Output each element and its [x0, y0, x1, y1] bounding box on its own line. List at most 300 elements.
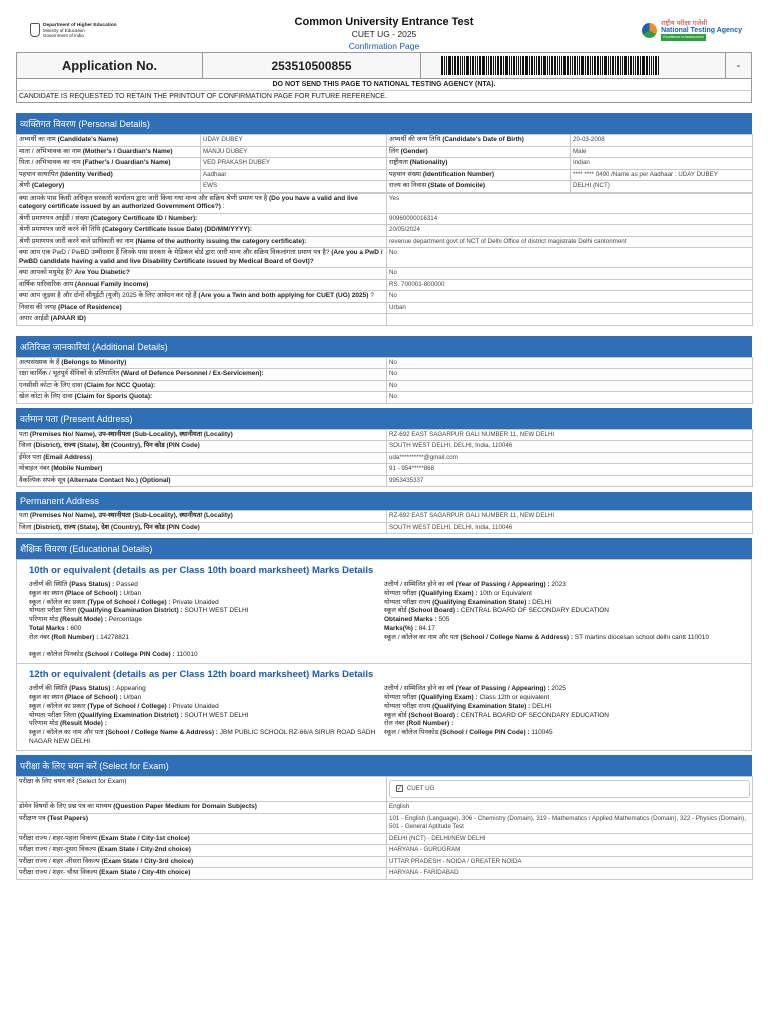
field-value: No — [387, 392, 753, 404]
barcode-bar — [497, 56, 499, 75]
field-label-en: (APAAR ID) — [50, 315, 86, 322]
field-label-en: (Mother's / Guardian's Name) — [82, 147, 173, 155]
field-value: No — [387, 369, 753, 381]
dept-line1: Department of Higher Education — [43, 23, 117, 28]
table-row — [17, 380, 753, 392]
edu-field — [384, 590, 739, 599]
personal-details-extra-table — [16, 193, 753, 326]
field-label-hi: क्या आप एक PwD / PwBD उम्मीदवार हैं जिनके पास सरकार के मेडिकल बोर्ड द्वारा जारी मान्य और सक्रिय विकलांगता प्रमाण पत्र है? — [19, 249, 330, 256]
edu-label-en: (Qualifying Examination District) : — [77, 711, 183, 719]
class12-title: 12th or equivalent (details as per Class 12th board marksheet) Marks Details — [29, 669, 374, 681]
edu-label-en: (Year of Passing / Appearing) : — [455, 685, 550, 693]
field-label-en: (Exam State / City-2nd choice) — [97, 846, 191, 854]
edu-value: Class 12th or equivalent — [479, 693, 550, 701]
field-value: MANJU DUBEY — [201, 146, 387, 158]
edu-label-en: (Qualifying Exam) : — [418, 589, 478, 597]
barcode-icon — [441, 56, 660, 75]
field-label-en: (District), राज्य (State), देश (Country), पिन कोड (PIN Code) — [33, 442, 200, 449]
edu-label-en: (Roll Number) : — [406, 720, 454, 728]
field-label-hi: परीक्षा राज्य / शहर -तीसरा विकल्प — [19, 857, 100, 865]
barcode-bar — [486, 56, 487, 75]
field-label-en: (State of Domicile) — [427, 182, 485, 189]
barcode-bar — [653, 56, 654, 75]
edu-field — [384, 729, 739, 738]
edu-label-en: (Type of School / College) : — [87, 598, 171, 606]
edu-label-hi: योग्यता परीक्षा — [384, 589, 417, 597]
field-label-hi: परीक्षा राज्य / शहर-पहला विकल्प — [19, 834, 97, 842]
field-value: UTTAR PRADESH - NOIDA / GREATER NOIDA — [387, 856, 753, 868]
field-label-hi: पता — [19, 430, 29, 438]
barcode-bar — [466, 56, 469, 75]
section-present-address — [16, 408, 752, 429]
barcode-bar — [646, 56, 648, 75]
table-row — [17, 429, 753, 441]
field-value: No — [387, 248, 753, 268]
table-row — [17, 135, 753, 147]
table-row — [17, 452, 753, 464]
barcode-bar — [610, 56, 611, 75]
barcode-cell — [421, 53, 725, 78]
field-label-en: (Question Paper Medium for Domain Subjects) — [113, 803, 257, 811]
barcode-bar — [587, 56, 589, 75]
table-row — [17, 181, 753, 193]
field-label-en: (Candidate's Date of Birth) — [442, 136, 524, 143]
barcode-bar — [513, 56, 515, 75]
table-row — [17, 845, 753, 857]
field-value: English — [387, 802, 753, 814]
barcode-bar — [655, 56, 657, 75]
field-value: SOUTH WEST DELHI, DELHI, India, 110046 — [387, 522, 753, 534]
barcode-bar — [534, 56, 535, 75]
field-label-en: (Father's / Guardian's Name) — [82, 159, 171, 166]
table-row — [17, 856, 753, 868]
field-value: **** **** 0490 /Name as per Aadhaar : UDAY DUBEY — [571, 169, 753, 181]
edu-value: 110010 — [176, 651, 198, 659]
edu-field — [384, 581, 739, 590]
field-value: SOUTH WEST DELHI, DELHI, India, 110046 — [387, 441, 753, 453]
edu-value: Private Unaided — [172, 702, 219, 710]
notice-retain-printout: CANDIDATE IS REQUESTED TO RETAIN THE PRINTOUT OF CONFIRMATION PAGE FOR FUTURE REFERENCE. — [16, 91, 752, 103]
field-value: DELHI (NCT) — [571, 181, 753, 193]
edu-field — [29, 729, 384, 747]
barcode-bar — [444, 56, 445, 75]
edu-field — [29, 581, 384, 590]
field-label-en: (Place of Residence) — [58, 303, 122, 311]
field-label-hi: श्रेणी प्रमाणपत्र आईडी / संख्या — [19, 214, 89, 222]
edu-label-hi: स्कूल / कॉलेज का नाम और पता — [29, 729, 104, 737]
field-value: VED PRAKASH DUBEY — [201, 158, 387, 170]
notice-do-not-send: DO NOT SEND THIS PAGE TO NATIONAL TESTING AGENCY (NTA). — [16, 79, 752, 91]
barcode-bar — [464, 56, 465, 75]
edu-field — [29, 651, 384, 660]
field-label-hi: अपार आईडी — [19, 315, 49, 322]
barcode-bar — [624, 56, 627, 75]
barcode-bar — [460, 56, 461, 75]
edu-value: DELHI — [532, 702, 552, 710]
edu-label-hi: उत्तीर्ण / सम्मिलित होने का वर्ष — [384, 581, 454, 588]
application-number-row — [16, 52, 752, 79]
page-subtitle: CUET UG - 2025 — [351, 29, 417, 39]
table-row — [17, 279, 753, 291]
barcode-bar — [500, 56, 502, 75]
table-row — [17, 464, 753, 476]
barcode-bar — [604, 56, 607, 75]
barcode-bar — [446, 56, 447, 75]
field-label-en: (Name of the authority issuing the category certificate): — [135, 237, 307, 245]
barcode-bar — [441, 56, 443, 75]
application-label: Application No. — [17, 53, 203, 78]
edu-label-en: (School / College PIN Code) : — [85, 651, 175, 659]
edu-label-hi: रोल नंबर — [384, 720, 405, 728]
barcode-bar — [518, 56, 519, 75]
field-label-en: (Belongs to Minority) — [61, 358, 127, 366]
barcode-bar — [516, 56, 517, 75]
edu-label-en: (Qualifying Examination District) : — [77, 607, 183, 615]
barcode-bar — [637, 56, 639, 75]
edu-field — [384, 703, 739, 712]
edu-label-hi: उत्तीर्ण / सम्मिलित होने का वर्ष — [384, 685, 454, 693]
section-heading-english: (Present Address) — [60, 413, 133, 424]
edu-label-en: (Roll Number) : — [51, 633, 99, 641]
field-label-en: (Exam State / City-1st choice) — [98, 834, 190, 842]
edu-value: 10th or Equivalent — [479, 589, 532, 597]
table-row — [17, 248, 753, 268]
barcode-bar — [602, 56, 603, 75]
nta-checkmark-icon — [642, 23, 657, 38]
barcode-bar — [482, 56, 485, 75]
table-row — [17, 776, 753, 802]
edu-label-hi: उत्तीर्ण की स्थिति — [29, 581, 68, 588]
field-label-hi: श्रेणी — [19, 182, 30, 189]
edu-field — [384, 685, 739, 694]
section-heading-hindi: व्यक्तिगत विवरण — [20, 119, 76, 129]
barcode-bar — [551, 56, 553, 75]
field-value: Urban — [387, 302, 753, 314]
table-row — [17, 813, 753, 833]
edu-label-hi: स्कूल का स्थान — [29, 693, 64, 701]
edu-value: SOUTH WEST DELHI — [184, 607, 249, 615]
table-row — [17, 441, 753, 453]
barcode-bar — [457, 56, 459, 75]
edu-field — [29, 625, 384, 634]
table-row — [17, 868, 753, 880]
page-header — [16, 0, 752, 52]
edu-label-en: (Result Mode) : — [59, 616, 107, 624]
field-label-hi: श्रेणी प्रमाणपत्र जारी करने वाले प्राधिकारी का नाम — [19, 237, 134, 245]
barcode-bar — [543, 56, 546, 75]
field-label-en: (Gender) — [400, 147, 428, 155]
table-row — [17, 357, 753, 369]
barcode-bar — [503, 56, 504, 75]
table-row — [17, 511, 753, 523]
table-row — [17, 302, 753, 314]
section-heading-hindi: परीक्षा के लिए चयन करें — [20, 760, 97, 771]
edu-field — [29, 616, 384, 625]
edu-label-hi: स्कूल बोर्ड — [384, 711, 407, 719]
barcode-bar — [633, 56, 634, 75]
field-value: 90960000016314 — [387, 213, 753, 225]
field-label-en: (Do you have a valid and live category certificate issued by an authorized Government Office?) — [19, 194, 358, 210]
edu-label-hi: स्कूल / कॉलेज का प्रकार — [29, 702, 86, 710]
table-row — [17, 392, 753, 404]
additional-details-table — [16, 357, 753, 404]
field-label-en: (Annual Family Income) — [74, 280, 149, 288]
edu-label-hi: स्कूल बोर्ड — [384, 607, 407, 615]
edu-label-en: (Place of School) : — [64, 693, 122, 701]
barcode-bar — [561, 56, 562, 75]
field-label-en: (Ward of Defence Personnel / Ex-Servicemen): — [120, 370, 264, 377]
edu-label-en: (Pass Status) : — [69, 685, 115, 693]
barcode-bar — [490, 56, 492, 75]
edu-value: 2023 — [551, 581, 566, 588]
field-label-en: (Alternate Contact No.) (Optional) — [67, 476, 171, 484]
edu-value: Passed — [116, 581, 138, 588]
barcode-bar — [462, 56, 463, 75]
field-value: No — [387, 268, 753, 280]
class12-details — [16, 664, 752, 751]
barcode-bar — [520, 56, 521, 75]
table-row — [17, 193, 753, 213]
table-row — [17, 802, 753, 814]
field-value: DELHI (NCT) - DELHI/NEW DELHI — [387, 833, 753, 845]
edu-label-en: (Type of School / College) : — [87, 702, 171, 710]
barcode-bar — [493, 56, 494, 75]
barcode-bar — [577, 56, 578, 75]
field-value: revenue department govt of NCT of Delhi Office of district magistrate Delhi cantonment — [387, 236, 753, 248]
field-label-hi: अभ्यर्थी का नाम — [19, 136, 56, 143]
field-value: EWS — [201, 181, 387, 193]
field-label-hi: पहचान संख्या — [389, 170, 422, 178]
field-value: Aadhaar — [201, 169, 387, 181]
section-educational-details — [16, 538, 752, 559]
barcode-bar — [574, 56, 576, 75]
field-label-en: (Premises No/ Name), उप-स्थानीयता (Sub-Locality), स्थानीयता (Locality) — [29, 430, 233, 438]
field-value: HARYANA - FARIDABAD — [387, 868, 753, 880]
edu-label-hi: योग्यता परीक्षा जिला — [29, 711, 77, 719]
page-title: Common University Entrance Test — [294, 16, 474, 28]
field-label-en: (District), राज्य (State), देश (Country), पिन कोड (PIN Code) — [33, 523, 200, 531]
edu-label-hi: रोल नंबर — [29, 633, 50, 641]
field-value: 91 - 954*****868 — [387, 464, 753, 476]
field-label-en: (Identification Number) — [422, 170, 494, 178]
barcode-bar — [557, 56, 558, 75]
barcode-bar — [531, 56, 533, 75]
barcode-bar — [452, 56, 453, 75]
barcode-bar — [612, 56, 614, 75]
edu-value: DELHI — [532, 598, 552, 606]
field-label-hi: श्रेणी प्रमाणपत्र जारी करने की तिथि — [19, 226, 101, 233]
edu-label-en: (Place of School) : — [64, 589, 122, 597]
edu-field — [384, 634, 739, 643]
barcode-bar — [658, 56, 659, 75]
field-label-en: (Claim for Sports Quota): — [74, 393, 153, 400]
section-heading-english: (Select for Exam) — [99, 760, 169, 771]
selected-exam-value: CUET UG — [406, 784, 435, 792]
edu-label-en: (Qualifying Examination State) : — [432, 702, 531, 710]
section-heading-hindi: वर्तमान पता — [20, 413, 58, 424]
edu-field — [384, 616, 739, 625]
field-label-en: (Claim for NCC Quota): — [84, 381, 156, 389]
field-label-hi: राष्ट्रीयता — [389, 159, 408, 166]
field-label-hi: क्या आपको मधुमेह है? — [19, 269, 73, 276]
barcode-bar — [448, 56, 451, 75]
edu-label-en: (Year of Passing / Appearing) : — [455, 581, 550, 588]
field-label-en: (Premises No/ Name), उप-स्थानीयता (Sub-Locality), स्थानीयता (Locality) — [29, 512, 233, 519]
dept-line3: Government of India — [43, 33, 84, 38]
field-label-en: (Identity Verified) — [60, 170, 113, 178]
field-label-en: (Exam State / City-4th choice) — [98, 869, 191, 877]
barcode-bar — [597, 56, 599, 75]
table-row — [17, 522, 753, 534]
field-label-hi: क्या आप जुड़वा है और दोनों सीयूईटी (यूजी) 2025 के लिए आवेदन कर रहे हैं — [19, 292, 197, 299]
barcode-bar — [630, 56, 632, 75]
field-value: 9953435337 — [387, 475, 753, 487]
barcode-bar — [559, 56, 560, 75]
barcode-bar — [475, 56, 476, 75]
barcode-bar — [529, 56, 530, 75]
edu-label-en: (School / College PIN Code) : — [440, 729, 530, 737]
checkbox-checked-icon: ✓ — [397, 785, 403, 792]
select-exam-label-en: (Select for Exam) — [76, 777, 127, 785]
edu-label-hi: परिणाम मोड — [29, 720, 59, 728]
section-permanent-address — [16, 492, 752, 510]
field-label-en: (Nationality) — [409, 159, 448, 166]
nta-tagline: Excellence in Assessment — [663, 35, 704, 39]
edu-label-en: (Pass Status) : — [69, 581, 115, 588]
field-label-en: Are You Diabetic? — [74, 269, 130, 276]
field-label-hi: खेल कोटा के लिए दावा — [19, 393, 73, 400]
edu-label-en: Obtained Marks : — [384, 616, 437, 624]
field-value: 20/05/2024 — [387, 225, 753, 237]
field-label-en: (Email Address) — [43, 453, 93, 461]
edu-value: 84.17 — [418, 624, 435, 632]
barcode-bar — [525, 56, 528, 75]
edu-label-hi: योग्यता परीक्षा राज्य — [384, 598, 431, 606]
application-number: 253510500855 — [203, 53, 421, 78]
edu-label-hi: स्कूल / कॉलेज पिनकोड — [384, 729, 439, 737]
barcode-bar — [522, 56, 524, 75]
field-label-hi: एनसीसी कोटा के लिए दावा — [19, 381, 83, 389]
field-label-en: (Are you a PwD / PwBD candidate having a valid and live Disability Certificate issued by Medical Board of Govt)? — [19, 249, 383, 265]
barcode-bar — [495, 56, 496, 75]
present-address-table — [16, 429, 753, 488]
edu-value: Private Unaided — [172, 598, 219, 606]
edu-label-en: (School / College Name & Address) : — [460, 633, 573, 641]
field-label-en: (Candidate's Name) — [57, 136, 118, 143]
table-row — [17, 158, 753, 170]
field-label-hi: माता / अभिभावक का नाम — [19, 147, 81, 155]
edu-value: 505 — [438, 616, 450, 624]
page-type: Confirmation Page — [348, 41, 420, 51]
barcode-bar — [590, 56, 591, 75]
field-label-hi: पहचान सत्यापित — [19, 170, 59, 178]
edu-value: JBM PUBLIC SCHOOL RZ-66/A SIRUR ROAD SADH NAGAR NEW DELHI — [29, 729, 376, 745]
barcode-bar — [488, 56, 489, 75]
barcode-bar — [470, 56, 471, 75]
field-value — [387, 314, 753, 326]
edu-label-en: (Qualifying Exam) : — [418, 693, 478, 701]
field-label-hi: ईमेल पता — [19, 453, 42, 461]
barcode-bar — [511, 56, 512, 75]
field-label-hi: वैकल्पिक संपर्क सूत्र — [19, 476, 66, 484]
table-row — [17, 213, 753, 225]
field-value: 101 - English (Language), 306 - Chemistry (Domain), 319 - Mathematics / Applied Mathematics (Domain), 322 - Physics (Domain), 501 - General Aptitude Test — [387, 813, 753, 833]
field-label-hi: क्या आपके पास किसी अधिकृत सरकारी कार्यालय द्वारा जारी किया गया मान्य और सक्रिय श्रेणी प्रमाण पत्र है — [19, 194, 268, 202]
field-label-hi: परीक्षण पत्र — [19, 814, 46, 822]
table-row — [17, 236, 753, 248]
barcode-bar — [541, 56, 542, 75]
edu-field — [384, 607, 739, 616]
select-exam-label-hi: परीक्षा के लिए चयन करें — [19, 777, 75, 785]
field-label-hi: जिला — [19, 523, 32, 531]
edu-value: CENTRAL BOARD OF SECONDARY EDUCATION — [460, 607, 609, 615]
section-personal-details — [16, 113, 752, 134]
section-heading-english: (Additional Details) — [92, 341, 168, 352]
field-label-en: (Are you a Twin and both applying for CUET (UG) 2025) — [198, 292, 369, 299]
edu-label-hi: परिणाम मोड — [29, 616, 59, 624]
nta-hindi-name: राष्ट्रीय परीक्षा एजेंसी — [661, 20, 708, 27]
edu-field — [384, 694, 739, 703]
edu-label-en: (Qualifying Examination State) : — [432, 598, 531, 606]
field-label-hi: निवास की जगह — [19, 303, 57, 311]
barcode-bar — [472, 56, 474, 75]
edu-label-en: (Result Mode) : — [59, 720, 107, 728]
edu-field — [29, 685, 384, 694]
barcode-bar — [592, 56, 593, 75]
edu-label-hi: योग्यता परीक्षा राज्य — [384, 702, 431, 710]
section-heading-english: (Educational Details) — [69, 544, 153, 554]
field-value: No — [387, 357, 753, 369]
field-value: 20-03-2008 — [571, 135, 753, 147]
field-label-hi: रक्षा कार्मिक / भूतपूर्व सैनिकों के प्रतिपालित — [19, 370, 120, 377]
section-heading-hindi: शैक्षिक विवरण — [20, 544, 67, 554]
field-label-hi: जिला — [19, 442, 32, 449]
field-label-hi: डोमेन विषयों के लिए प्रश्न पत्र का माध्यम — [19, 803, 112, 811]
field-value: Male — [571, 146, 753, 158]
edu-label-en: (School Board) : — [408, 711, 459, 719]
barcode-bar — [617, 56, 619, 75]
edu-label-hi: स्कूल / कॉलेज का प्रकार — [29, 598, 86, 606]
personal-details-table — [16, 134, 753, 193]
edu-label-hi: योग्यता परीक्षा जिला — [29, 607, 77, 615]
table-row — [17, 169, 753, 181]
field-label-en: (Category Certificate ID / Number): — [90, 214, 198, 222]
barcode-bar — [549, 56, 550, 75]
edu-field — [384, 720, 739, 729]
field-label-en: (Exam State / City-3rd choice) — [101, 857, 194, 865]
edu-value: Urban — [123, 589, 142, 597]
edu-field — [29, 694, 384, 703]
barcode-bar — [615, 56, 616, 75]
barcode-bar — [635, 56, 636, 75]
edu-value: 110045 — [531, 729, 553, 737]
application-dash: - — [725, 53, 751, 78]
edu-value: CENTRAL BOARD OF SECONDARY EDUCATION — [460, 711, 609, 719]
edu-field — [384, 625, 739, 634]
barcode-bar — [642, 56, 645, 75]
barcode-bar — [570, 56, 571, 75]
edu-field — [29, 607, 384, 616]
permanent-address-table — [16, 510, 753, 534]
barcode-bar — [538, 56, 540, 75]
edu-label-en: (School Board) : — [408, 607, 459, 615]
exam-selection-table — [16, 776, 753, 880]
barcode-bar — [536, 56, 537, 75]
edu-field — [29, 634, 384, 643]
field-label-hi: पिता / अभिभावक का नाम — [19, 159, 81, 166]
edu-value: 2025 — [551, 685, 566, 693]
edu-value: 600 — [70, 624, 82, 632]
